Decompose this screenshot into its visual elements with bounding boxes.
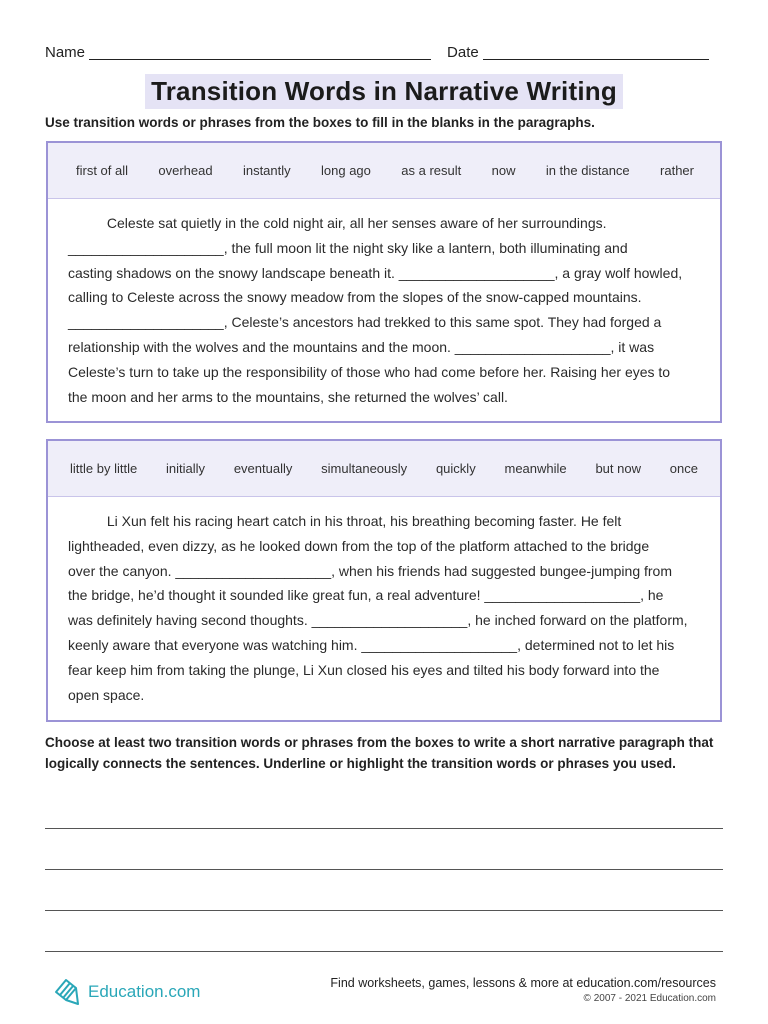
paragraph-line: ____________________, Celeste’s ancestors had trekked to this same spot. They had forged a (68, 314, 662, 331)
paragraph-1 (48, 199, 720, 409)
paragraph-line: open space. (68, 686, 145, 703)
footer (330, 976, 716, 1004)
paragraph-line: fear keep him from taking the plunge, Li Xun closed his eyes and tilted his body forward into the (68, 661, 660, 678)
writing-task: Choose at least two transition words or phrases from the boxes to write a short narrative paragraph that logically connects the sentences. Underline or highlight the transition words or phrases you used. (45, 735, 714, 771)
word-bank-item: once (669, 461, 698, 476)
word-bank-item: but now (595, 461, 641, 476)
word-bank-item: long ago (321, 163, 371, 178)
writing-line[interactable] (45, 828, 723, 829)
word-bank-item: in the distance (545, 163, 630, 178)
name-date-row (45, 44, 725, 61)
writing-line[interactable] (45, 869, 723, 870)
paragraph-line: calling to Celeste across the snowy meadow from the slopes of the snow-capped mountains. (68, 289, 642, 306)
word-bank-item: little by little (70, 461, 138, 476)
paragraph-line: keenly aware that everyone was watching him. ____________________, determined not to let his (68, 636, 675, 653)
word-bank-2 (48, 441, 720, 497)
date-label: Date (447, 44, 479, 61)
word-bank-item: quickly (435, 461, 476, 476)
word-bank-item: rather (660, 163, 694, 178)
paragraph-line: Celeste sat quietly in the cold night air, all her senses aware of her surroundings. (68, 215, 607, 231)
writing-line[interactable] (45, 910, 723, 911)
word-bank-1 (48, 143, 720, 199)
paragraph-line: over the canyon. ____________________, when his friends had suggested bungee-jumping from (68, 562, 672, 579)
paragraph-line: Celeste’s turn to take up the responsibility of those who had come before her. Raising her eyes to (68, 363, 671, 380)
word-bank-item: initially (166, 461, 206, 476)
date-field[interactable] (483, 44, 709, 60)
paragraph-line: the moon and her arms to the mountains, she returned the wolves’ call. (68, 388, 508, 405)
page-title: Transition Words in Narrative Writing (145, 74, 623, 109)
pencil-books-icon (52, 972, 84, 1011)
paragraph-line: relationship with the wolves and the mountains and the moon. ____________________, it was (68, 338, 655, 355)
paragraph-line: the bridge, he’d thought it sounded like great fun, a real adventure! ____________________, he (68, 587, 664, 604)
word-bank-item: simultaneously (321, 461, 408, 476)
footer-tagline: Find worksheets, games, lessons & more at education.com/resources (330, 976, 716, 990)
paragraph-line: was definitely having second thoughts. ____________________, he inched forward on the platform, (68, 612, 688, 629)
paragraph-line: Li Xun felt his racing heart catch in his throat, his breathing becoming faster. He felt (68, 513, 622, 529)
brand-name: Education.com (88, 981, 201, 1001)
word-bank-item: now (491, 163, 516, 178)
writing-line[interactable] (45, 951, 723, 952)
paragraph-line: lightheaded, even dizzy, as he looked down from the top of the platform attached to the bridge (68, 537, 650, 554)
word-bank-item: first of all (76, 163, 129, 178)
word-bank-item: overhead (158, 163, 213, 178)
instructions: Use transition words or phrases from the boxes to fill in the blanks in the paragraphs. (45, 115, 595, 130)
paragraph-2 (48, 497, 720, 707)
footer-copyright: © 2007 - 2021 Education.com (583, 993, 716, 1004)
paragraph-line: ____________________, the full moon lit the night sky like a lantern, both illuminating and (68, 239, 628, 256)
word-bank-item: meanwhile (504, 461, 567, 476)
word-bank-item: instantly (242, 163, 291, 178)
exercise-box-2 (46, 439, 722, 722)
education-logo[interactable] (52, 972, 200, 1011)
paragraph-line: casting shadows on the snowy landscape beneath it. ____________________, a gray wolf howled, (68, 264, 683, 281)
exercise-box-1 (46, 141, 722, 423)
word-bank-item: as a result (401, 163, 462, 178)
name-field[interactable] (89, 44, 431, 60)
name-label: Name (45, 44, 86, 61)
word-bank-item: eventually (233, 461, 293, 476)
